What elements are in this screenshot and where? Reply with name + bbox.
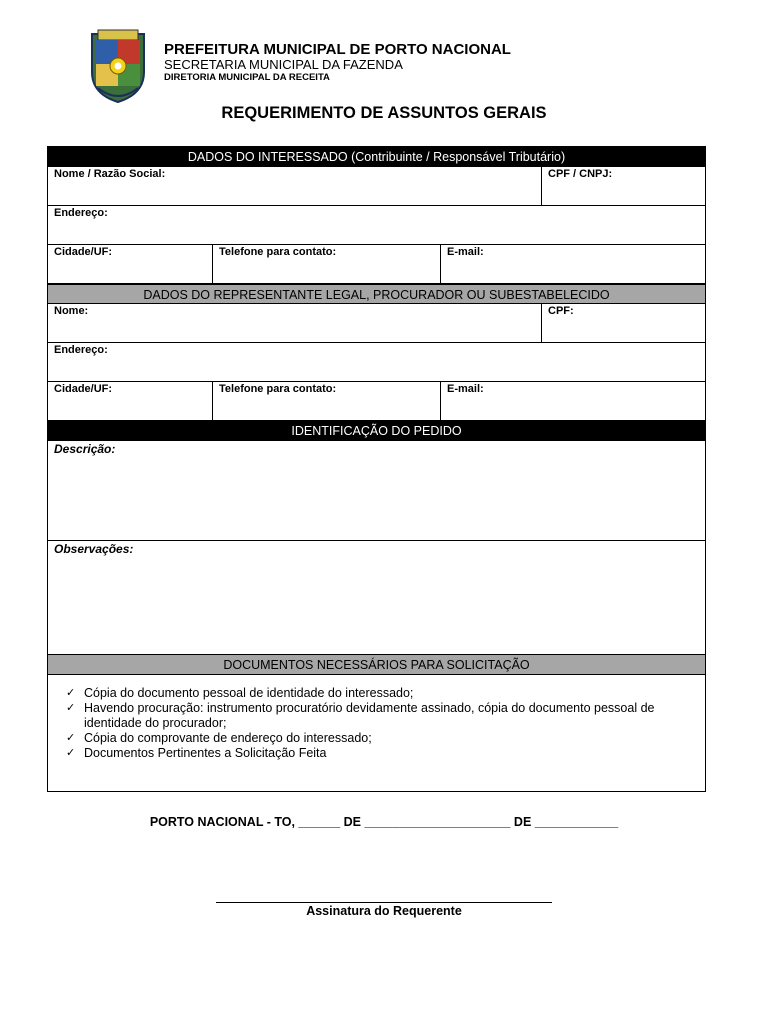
field-telefone[interactable]: Telefone para contato:	[213, 245, 441, 284]
field-descricao[interactable]: Descrição:	[48, 441, 705, 541]
list-item: ✓ Documentos Pertinentes a Solicitação Feita	[66, 746, 327, 760]
documents-list	[48, 675, 705, 790]
field-email[interactable]: E-mail:	[441, 245, 705, 284]
list-item: ✓ Cópia do documento pessoal de identidade do interessado;	[66, 686, 414, 700]
list-item: ✓ Havendo procuração: instrumento procuratório devidamente assinado, cópia do documento pessoal de identidade do procurador;	[66, 701, 655, 730]
checkmark-icon: ✓	[66, 687, 76, 699]
page-title: REQUERIMENTO DE ASSUNTOS GERAIS	[221, 104, 547, 122]
checkmark-icon: ✓	[66, 747, 76, 759]
section-interessado-heading: DADOS DO INTERESSADO (Contribuinte / Responsável Tributário)	[48, 147, 705, 167]
field-cidade-uf[interactable]: Cidade/UF:	[48, 245, 213, 284]
signature-line	[216, 902, 552, 903]
field-rep-endereco[interactable]: Endereço:	[48, 343, 705, 382]
checkmark-icon: ✓	[66, 702, 76, 714]
diretoria-name: DIRETORIA MUNICIPAL DA RECEITA	[164, 72, 330, 83]
date-line[interactable]: PORTO NACIONAL - TO, ______ DE _____________________ DE ____________	[149, 815, 619, 829]
section-documentos-heading: DOCUMENTOS NECESSÁRIOS PARA SOLICITAÇÃO	[48, 654, 705, 675]
field-observacoes[interactable]: Observações:	[54, 542, 134, 556]
field-rep-telefone[interactable]: Telefone para contato:	[213, 382, 441, 421]
section-representante-heading: DADOS DO REPRESENTANTE LEGAL, PROCURADOR OU SUBESTABELECIDO	[48, 284, 705, 304]
signature-label: Assinatura do Requerente	[306, 904, 462, 918]
field-nome-razao-social[interactable]: Nome / Razão Social:	[48, 167, 542, 206]
secretaria-name: SECRETARIA MUNICIPAL DA FAZENDA	[164, 57, 403, 72]
field-rep-email[interactable]: E-mail:	[441, 382, 705, 421]
field-rep-cpf[interactable]: CPF:	[542, 304, 705, 343]
list-item: ✓ Cópia do comprovante de endereço do interessado;	[66, 731, 372, 745]
field-rep-nome[interactable]: Nome:	[48, 304, 542, 343]
field-cpf-cnpj[interactable]: CPF / CNPJ:	[542, 167, 705, 206]
checkmark-icon: ✓	[66, 732, 76, 744]
section-pedido-heading: IDENTIFICAÇÃO DO PEDIDO	[48, 421, 705, 441]
header	[88, 28, 728, 104]
prefeitura-name: PREFEITURA MUNICIPAL DE PORTO NACIONAL	[164, 41, 511, 58]
request-form	[47, 146, 706, 792]
field-endereco[interactable]: Endereço:	[48, 206, 705, 245]
coat-of-arms-icon	[88, 28, 148, 104]
field-rep-cidade-uf[interactable]: Cidade/UF:	[48, 382, 213, 421]
